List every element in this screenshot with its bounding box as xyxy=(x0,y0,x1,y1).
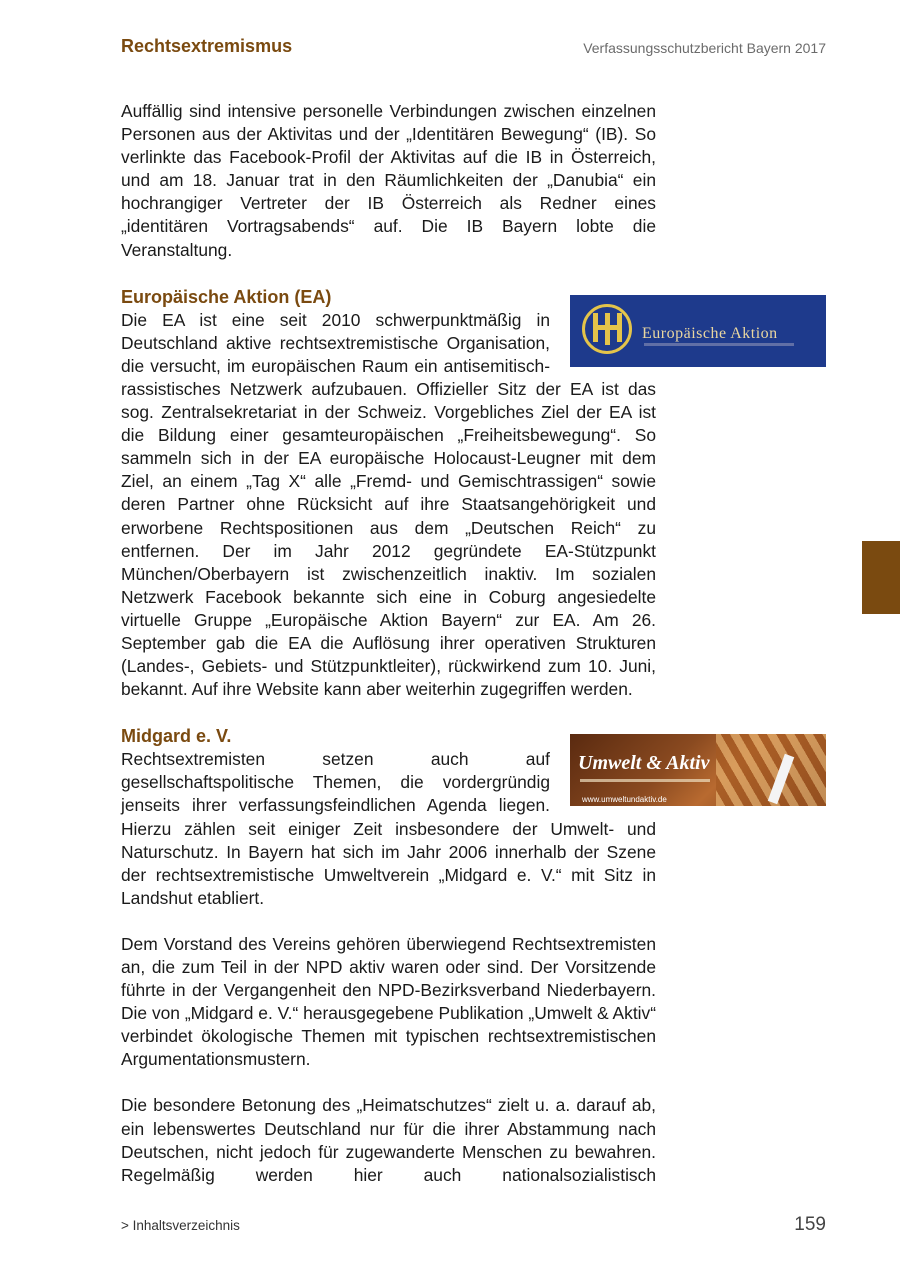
section-title: Rechtsextremismus xyxy=(121,36,293,56)
umwelt-aktiv-image xyxy=(570,734,826,806)
ea-paragraph: Die EA ist eine seit 2010 schwerpunktmäßig in Deutschland aktive rechtsextremistische Organisation, die versucht, im europäischen Raum ein antisemitisch-rassistisches Netzwerk aufzubauen. Offizieller Sitz der EA ist das sog. Zentralsekretariat in der Schweiz. Vorgebliches Ziel der EA ist die Bildung einer gesamteuropäischen „Freiheitsbewegung“. So sammeln sich in der EA europäische Holocaust-Leugner mit dem Ziel, an einem „Tag X“ alle „Fremd- und Gemischtrassigen“ sowie deren Partner ohne Rücksicht auf ihre Staatsangehörigkeit und erworbene Rechtspositionen aus dem „Deutschen Reich“ zu entfernen. Der im Jahr 2012 gegründete EA-Stützpunkt München/Oberbayern ist zwischenzeitlich inaktiv. Im sozialen Netzwerk Facebook bekannte sich eine in Coburg angesiedelte virtuelle Gruppe „Europäische Aktion Bayern“ zur EA. Am 26. September gab die EA die Auflösung ihrer operativen Strukturen (Landes-, Gebiets- und Stützpunktleiter), rückwirkend zum 10. Juni, bekannt. Auf ihre Website kann aber weiterhin zugegriffen werden. xyxy=(121,309,656,700)
main-content xyxy=(121,100,778,1187)
page-number: 159 xyxy=(794,1214,826,1235)
midgard-heading: Midgard e. V. xyxy=(121,726,232,747)
chapter-tab-marker xyxy=(862,541,900,614)
cross-emblem-icon xyxy=(582,304,632,354)
ea-heading: Europäische Aktion (EA) xyxy=(121,286,332,307)
midgard-paragraph-1: Rechtsextremisten setzen auch auf gesellschaftspolitische Themen, die vordergründig jenseits ihrer verfassungsfeindlichen Agenda liegen. Hierzu zählen seit einiger Zeit insbesondere der Umwelt- und Naturschutz. In Bayern hat sich im Jahr 2006 innerhalb der Szene der rechtsextremistische Umweltverein „Midgard e. V.“ mit Sitz in Landshut etabliert. xyxy=(121,749,656,908)
toc-link[interactable]: > Inhaltsverzeichnis xyxy=(121,1218,240,1233)
intro-paragraph: Auffällig sind intensive personelle Verbindungen zwischen einzelnen Personen aus der Aktivitas und der „Identitären Bewegung“ (IB). So verlinkte das Facebook-Profil der Aktivitas auf die IB in Österreich, und am 18. Januar trat in den Räumlichkeiten der „Danubia“ ein hochrangiger Vertreter der IB Österreich als Redner eines „identitären Vortragsabends“ auf. Die IB Bayern lobte die Veranstaltung. xyxy=(121,101,656,260)
report-title: Verfassungsschutzbericht Bayern 2017 xyxy=(583,40,826,56)
midgard-paragraph-2: Dem Vorstand des Vereins gehören überwiegend Rechtsextremisten an, die zum Teil in der NPD aktiv waren oder sind. Der Vorsitzende führte in der Vergangenheit den NPD-Bezirksverband Niederbayern. Die von „Midgard e. V.“ herausgegebene Publikation „Umwelt & Aktiv“ verbindet ökologische Themen mit typischen rechtsextremistischen Argumentationsmustern. xyxy=(121,933,656,1070)
midgard-paragraph-3: Die besondere Betonung des „Heimatschutzes“ zielt u. a. darauf ab, ein lebenswertes Deutschland nur für die ihrer Abstammung nach Deutschen, nicht jedoch für zugewanderte Menschen zu bewahren. Regelmäßig werden hier auch nationalsozialistisch xyxy=(121,1095,656,1185)
umwelt-aktiv-url: www.umweltundaktiv.de xyxy=(582,795,667,805)
ea-logo-image xyxy=(570,295,826,367)
ea-logo-text: Europäische Aktion xyxy=(642,324,778,342)
umwelt-aktiv-logo-text: Umwelt & Aktiv xyxy=(578,752,710,775)
